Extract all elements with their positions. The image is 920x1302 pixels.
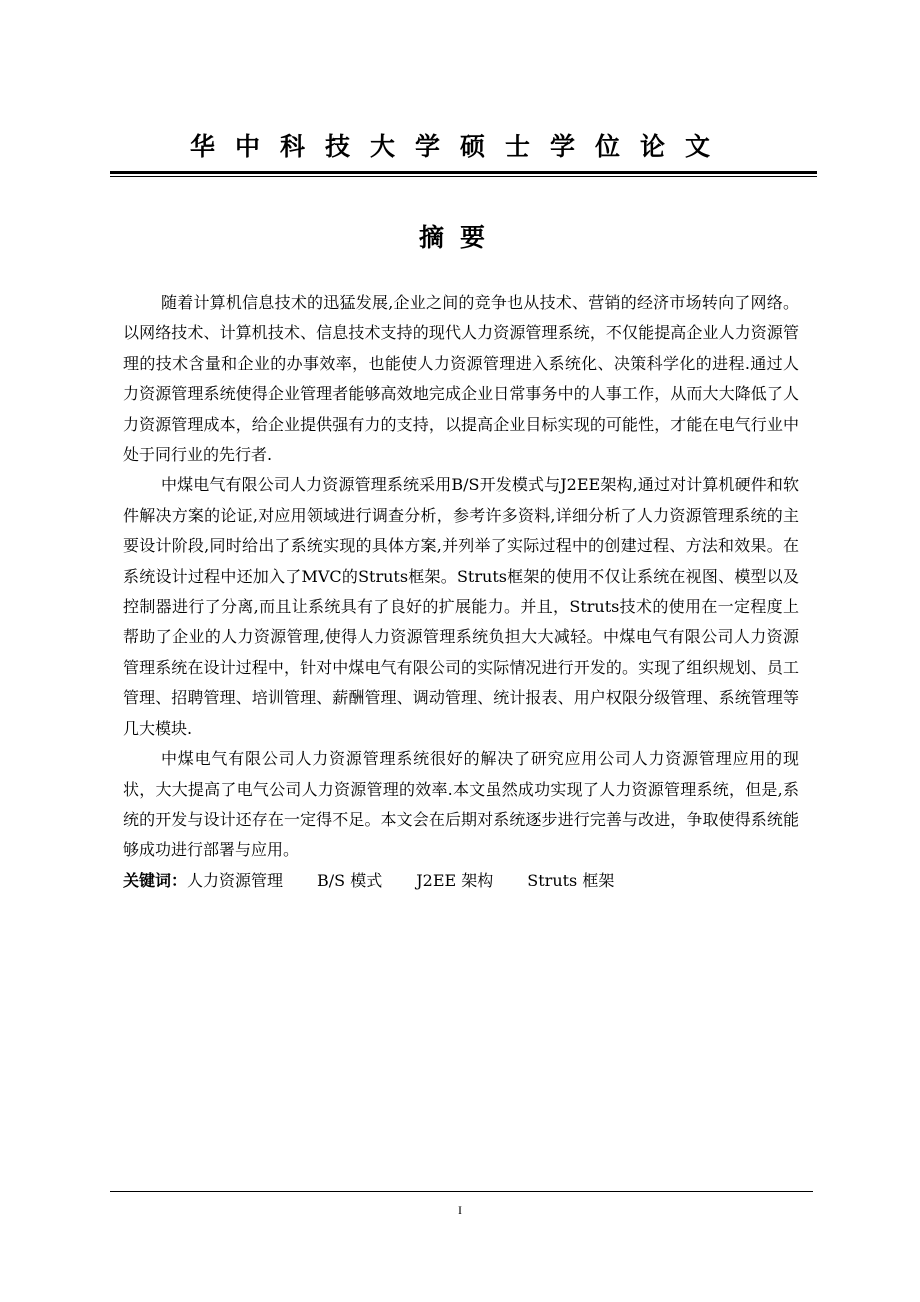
abstract-heading: 摘要 (418, 223, 501, 252)
abstract-paragraph-3: 中煤电气有限公司人力资源管理系统很好的解决了研究应用公司人力资源管理应用的现状，大大提高了电气公司人力资源管理的效率.本文虽然成功实现了人力资源管理系统，但是,系统的开发与设计还存在一定得不足。本文会在后期对系统逐步进行完善与改进，争取使得系统能够成功进行部署与应用。 (123, 749, 799, 860)
header-rule-thick (110, 171, 817, 174)
keywords-label: 关键词： (123, 870, 188, 890)
abstract-paragraph-1: 随着计算机信息技术的迅猛发展,企业之间的竞争也从技术、营销的经济市场转向了网络。以网络技术、计算机技术、信息技术支持的现代人力资源管理系统，不仅能提高企业人力资源管理的技术含量和企业的办事效率，也能使人力资源管理进入系统化、决策科学化的进程.通过人力资源管理系统使得企业管理者能够高效地完成企业日常事务中的人事工作，从而大大降低了人力资源管理成本，给企业提供强有力的支持，以提高企业目标实现的可能性，才能在电气行业中处于同行业的先行者. (123, 293, 799, 465)
keyword-item: J2EE 架构 (416, 870, 494, 890)
keywords-line (123, 866, 799, 896)
footer-rule (110, 1191, 813, 1192)
keyword-item: 人力资源管理 (187, 870, 284, 890)
thesis-header-title: 华中科技大学硕士学位论文 (189, 132, 730, 161)
abstract-body (123, 288, 799, 896)
keyword-item: B/S 模式 (317, 870, 383, 890)
abstract-paragraph-2: 中煤电气有限公司人力资源管理系统采用B/S开发模式与J2EE架构,通过对计算机硬件和软件解决方案的论证,对应用领域进行调查分析，参考许多资料,详细分析了人力资源管理系统的主要设计阶段,同时给出了系统实现的具体方案,并列举了实际过程中的创建过程、方法和效果。在系统设计过程中还加入了MVC的Struts框架。Struts框架的使用不仅让系统在视图、模型以及控制器进行了分离,而且让系统具有了良好的扩展能力。并且，Struts技术的使用在一定程度上帮助了企业的人力资源管理,使得人力资源管理系统负担大大减轻。中煤电气有限公司人力资源管理系统在设计过程中，针对中煤电气有限公司的实际情况进行开发的。实现了组织规划、员工管理、招聘管理、培训管理、薪酬管理、调动管理、统计报表、用户权限分级管理、系统管理等几大模块. (123, 475, 799, 738)
keyword-item: Struts 框架 (527, 870, 615, 890)
page-number: I (458, 1203, 462, 1217)
header-rule-thin (110, 176, 817, 177)
